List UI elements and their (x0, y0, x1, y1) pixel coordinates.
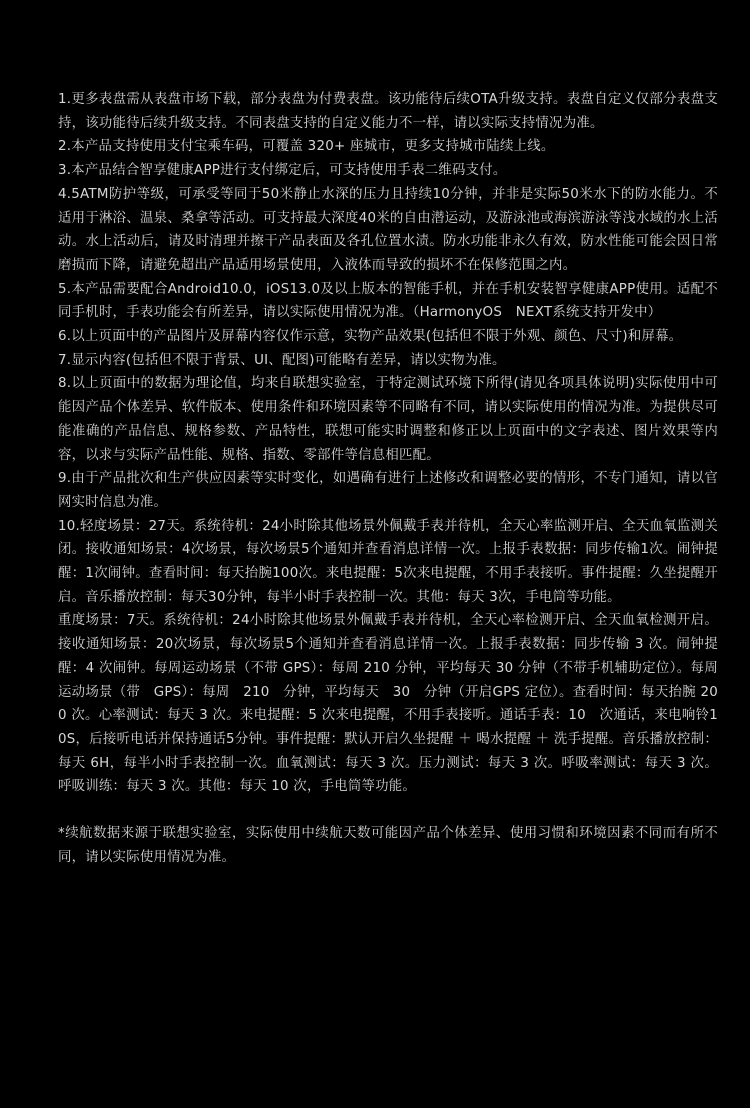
note-7-display-content: 7.显示内容(包括但不限于背景、UI、配图)可能略有差异，请以实物为准。 (58, 352, 506, 368)
note-9-changes: 9.由于产品批次和生产供应因素等实时变化，如遇确有进行上述修改和调整必要的情形，不专门通知，请以官网实时信息为准。 (58, 471, 718, 510)
battery-footnote: *续航数据来源于联想实验室，实际使用中续航天数可能因产品个体差异、使用习惯和环境因素不同而有所不同，请以实际使用情况为准。 (58, 826, 718, 865)
note-3-qr-payment: 3.本产品结合智享健康APP进行支付绑定后，可支持使用手表二维码支付。 (58, 163, 507, 179)
note-2-transit-code: 2.本产品支持使用支付宝乘车码，可覆盖 320+ 座城市，更多支持城市陆续上线。 (58, 139, 555, 155)
note-heavy-scenario: 重度场景：7天。系统待机：24小时除其他场景外佩戴手表并待机，全天心率检测开启、全天血氧检测开启。接收通知场景：20次场景，每次场景5个通知并查看消息详情一次。上报手表数据：同步传输 3 次。闹钟提醒：4 次闹钟。每周运动场景（不带 GPS）：每周 210 分钟，平均每天 30 分钟（不带手机辅助定位）。每周运动场景（带 GPS）：每周 210 分钟，平均每天 30 分钟（开启GPS 定位）。查看时间：每天抬腕 200 次。心率测试：每天 3 次。来电提醒：5 次来电提醒，不用手表接听。通话手表：10 次通话，来电响铃10S，后接听电话并保持通话5分钟。事件提醒：默认开启久坐提醒 ＋ 喝水提醒 ＋ 洗手提醒。音乐播放控制：每天 6H，每半小时手表控制一次。血氧测试：每天 3 次。压力测试：每天 3 次。呼吸率测试：每天 3 次。呼吸训练：每天 3 次。其他：每天 10 次，手电筒等功能。 (58, 613, 718, 795)
note-8-data-disclaimer: 8.以上页面中的数据为理论值，均来自联想实验室，于特定测试环境下所得(请见各项具体说明)实际使用中可能因产品个体差异、软件版本、使用条件和环境因素等不同略有不同，请以实际使用的情况为准。为提供尽可能准确的产品信息、规格参数、产品特性，联想可能实时调整和修正以上页面中的文字表述、图片效果等内容，以求与实际产品性能、规格、指数、零部件等信息相匹配。 (58, 376, 718, 463)
note-5-compatibility: 5.本产品需要配合Android10.0，iOS13.0及以上版本的智能手机，并在手机安装智享健康APP使用。适配不同手机时，手表功能会有所差异，请以实际使用情况为准。（HarmonyOS NEXT系统支持开发中） (58, 281, 718, 321)
disclaimer-notes (58, 88, 718, 870)
note-1-watch-faces: 1.更多表盘需从表盘市场下载，部分表盘为付费表盘。该功能待后续OTA升级支持。表盘自定义仅部分表盘支持，该功能待后续升级支持。不同表盘支持的自定义能力不一样，请以实际支持情况为准。 (58, 92, 718, 131)
note-10-light-scenario: 10.轻度场景：27天。系统待机：24小时除其他场景外佩戴手表并待机，全天心率监测开启、全天血氧监测关闭。接收通知场景：4次场景，每次场景5个通知并查看消息详情一次。上报手表数据：同步传输1次。闹钟提醒：1次闹钟。查看时间：每天抬腕100次。来电提醒：5次来电提醒，不用手表接听。事件提醒：久坐提醒开启。音乐播放控制：每天30分钟，每半小时手表控制一次。其他：每天 3次，手电筒等功能。 (58, 518, 718, 605)
note-6-images: 6.以上页面中的产品图片及屏幕内容仅作示意，实物产品效果(包括但不限于外观、颜色、尺寸)和屏幕。 (58, 329, 683, 345)
note-4-water-resistance: 4.5ATM防护等级，可承受等同于50米静止水深的压力且持续10分钟，并非是实际50米水下的防水能力。不适用于淋浴、温泉、桑拿等活动。可支持最大深度40米的自由潜运动，及游泳池或海滨游泳等浅水域的水上活动。水上活动后，请及时清理并擦干产品表面及各孔位置水渍。防水功能非永久有效，防水性能可能会因日常磨损而下降，请避免超出产品适用场景使用，入液体而导致的损坏不在保修范围之内。 (58, 186, 718, 273)
